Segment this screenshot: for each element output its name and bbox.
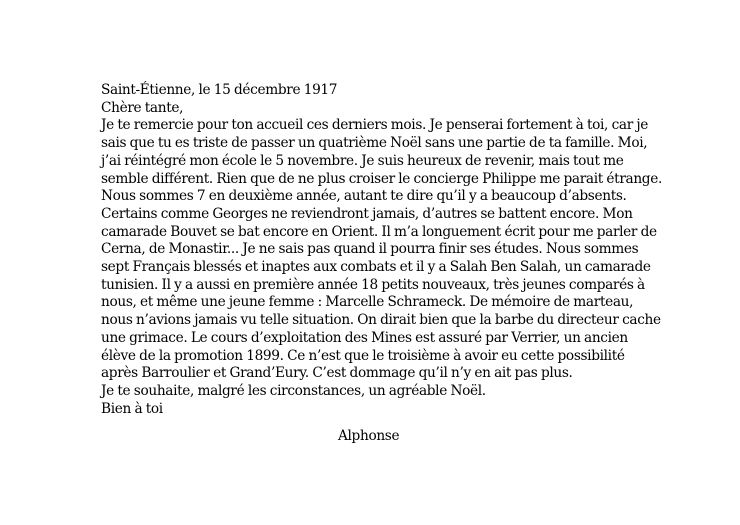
letter-body-line: Je te remercie pour ton accueil ces derniers mois. Je penserai fortement à toi, car je [101,117,649,134]
letter-body-line: Certains comme Georges ne reviendront jamais, d’autres se battent encore. Mon [101,205,633,222]
letter-body-line: nous n’avions jamais vu telle situation. On dirait bien que la barbe du directeur cache [101,312,661,329]
letter-signature: Alphonse [338,428,400,444]
letter-place-date: Saint-Étienne, le 15 décembre 1917 [101,82,338,98]
letter-body-line: Cerna, de Monastir... Je ne sais pas quand il pourra finir ses études. Nous sommes [101,241,639,258]
letter-text [101,82,701,418]
letter-body-line: sais que tu es triste de passer un quatrième Noël sans une partie de ta famille. Moi, [101,135,648,152]
letter-body-line: tunisien. Il y a aussi en première année 18 petits nouveaux, très jeunes comparés à [101,276,645,293]
letter-closing: Bien à toi [101,400,163,417]
letter-body-line: j’ai réintégré mon école le 5 novembre. Je suis heureux de revenir, mais tout me [101,152,624,169]
letter-wishes: Je te souhaite, malgré les circonstances, un agréable Noël. [101,382,486,399]
letter-salutation: Chère tante, [101,99,184,116]
letter-body-line: camarade Bouvet se bat encore en Orient. Il m’a longuement écrit pour me parler de [101,223,657,240]
letter-body-line: une grimace. Le cours d’exploitation des Mines est assuré par Verrier, un ancien [101,329,628,346]
letter-body-line: nous, et même une jeune femme : Marcelle Schrameck. De mémoire de marteau, [101,294,634,311]
letter-body-line: sept Français blessés et inaptes aux combats et il y a Salah Ben Salah, un camarade [101,259,651,276]
letter-body-line: semble différent. Rien que de ne plus croiser le concierge Philippe me parait étrange. [101,170,662,187]
letter-body-line: après Barroulier et Grand’Eury. C’est dommage qu’il n’y en ait pas plus. [101,365,573,382]
letter-body-line: Nous sommes 7 en deuxième année, autant te dire qu’il y a beaucoup d’absents. [101,188,627,205]
letter-body-line: élève de la promotion 1899. Ce n’est que le troisième à avoir eu cette possibilité [101,347,625,364]
